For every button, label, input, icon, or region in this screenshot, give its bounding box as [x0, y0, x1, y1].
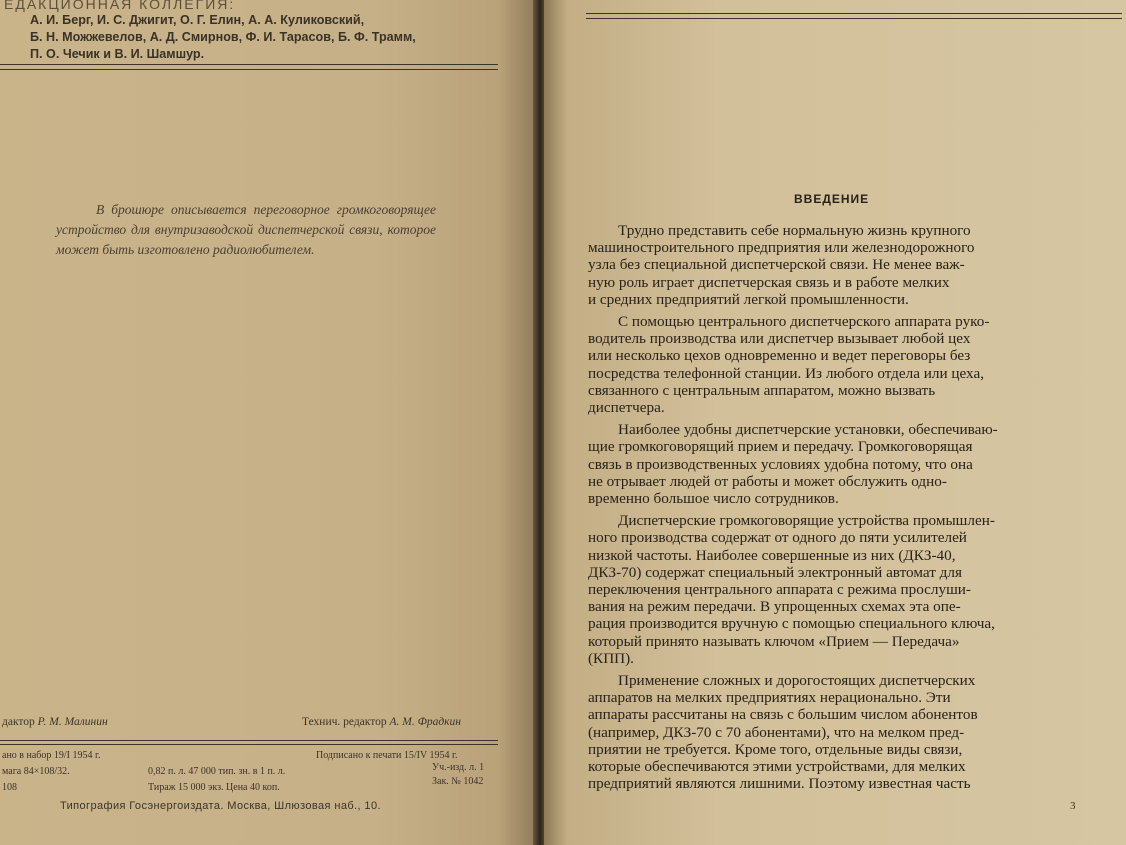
imprint-signed-to-print: Подписано к печати 15/IV 1954 г. [316, 750, 458, 761]
section-heading: ВВЕДЕНИЕ [794, 192, 870, 206]
tech-editor-credit [302, 716, 461, 728]
text-line: который принято называть ключом «Прием — Передача» [588, 632, 960, 650]
imprint-sent-to-set: ано в набор 19/I 1954 г. [2, 750, 101, 761]
text-line: связь в производственных условиях удобна потому, что она [588, 455, 973, 473]
editors-line [0, 716, 500, 732]
imprint-sheets: 0,82 п. л. 47 000 тип. зн. в 1 п. л. [148, 766, 286, 777]
text-line: Применение сложных и дорогостоящих диспетчерских [618, 672, 976, 690]
imprint-run-price: Тираж 15 000 экз. Цена 40 коп. [148, 782, 280, 793]
imprint-pub-sheets: Уч.-изд. л. 1 [432, 762, 485, 773]
text-line: аппаратов на мелких предприятиях нерационально. Эти [588, 689, 951, 707]
editorial-board-members [30, 12, 500, 63]
imprint-code: 108 [2, 782, 17, 793]
page-number: 3 [1070, 800, 1076, 812]
printer-line: Типография Госэнергоиздата. Москва, Шлюзовая наб., 10. [60, 800, 381, 812]
text-line: щие громкоговорящий прием и передачу. Громкоговорящая [588, 438, 973, 456]
top-rule [586, 13, 1122, 14]
text-line: ДКЗ-70) содержат специальный электронный автомат для [588, 563, 962, 581]
text-line: Диспетчерские громкоговорящие устройства промышлен- [618, 512, 995, 530]
text-line: не отрывает людей от работы и может обслужить одно- [588, 472, 947, 490]
imprint-paper-format: мага 84×108/32. [2, 766, 70, 777]
text-line: связанного с центральным аппаратом, можно вызвать [588, 381, 936, 399]
text-line: низкой частоты. Наиболее совершенные из них (ДКЗ-40, [588, 546, 956, 564]
top-rule-secondary [0, 69, 498, 70]
text-line: рация производится вручную с помощью специального ключа, [588, 615, 995, 633]
text-line: машиностроительного предприятия или железнодорожного [588, 239, 975, 257]
text-line: которые обеспечиваются этими устройствами, для мелких [588, 758, 966, 776]
top-rule-secondary [586, 18, 1122, 19]
top-rule [0, 64, 498, 65]
right-page [544, 0, 1126, 845]
text-line: ную роль играет диспетчерская связь и в работе мелких [588, 273, 950, 291]
text-line: аппараты рассчитаны на связь с большим числом абонентов [588, 706, 978, 724]
editor-credit [2, 716, 108, 728]
abstract-text: В брошюре описывается переговорное громкоговорящее устройство для внутризаводской диспетчерской связи, которое может быть изготовлено радиолюбителем. [56, 202, 436, 257]
text-line: временно большое число сотрудников. [588, 490, 839, 508]
editor-name: Р. М. Малинин [37, 716, 108, 728]
imprint-rule [0, 740, 498, 741]
paragraph [588, 222, 1076, 308]
left-page [0, 0, 536, 845]
text-line: Трудно представить себе нормальную жизнь крупного [618, 222, 971, 239]
text-line: ного производства содержат от одного до пяти усилителей [588, 529, 967, 547]
text-line: или несколько цехов одновременно и ведет переговоры без [588, 347, 971, 365]
tech-editor-label: Технич. редактор [302, 716, 387, 728]
text-line: переключения центрального аппарата с режима прослуши- [588, 581, 971, 599]
text-line: (КПП). [588, 649, 634, 667]
board-members-line: Б. Н. Можжевелов, А. Д. Смирнов, Ф. И. Тарасов, Б. Ф. Трамм, [30, 30, 416, 44]
editorial-board-title: ЕДАКЦИОННАЯ КОЛЛЕГИЯ: [4, 0, 236, 12]
paragraph [588, 672, 1076, 792]
text-line: диспетчера. [588, 399, 665, 417]
text-line: приятии не требуется. Кроме того, отдельные виды связи, [588, 740, 963, 758]
text-line: водитель производства или диспетчер вызывает любой цех [588, 330, 971, 348]
text-line: Наиболее удобны диспетчерские установки, обеспечиваю- [618, 421, 998, 439]
board-members-line: П. О. Чечик и В. И. Шамшур. [30, 47, 205, 61]
text-line: и средних предприятий легкой промышленности. [588, 290, 909, 308]
text-line: посредства телефонной станции. Из любого отдела или цеха, [588, 364, 984, 382]
imprint-order: Зак. № 1042 [432, 776, 484, 787]
text-line: (например, ДКЗ-70 с 70 абонентами), что на мелком пред- [588, 723, 965, 741]
paragraph [588, 313, 1076, 416]
text-line: предприятий являются лишними. Поэтому известная часть [588, 775, 971, 793]
paragraph [588, 512, 1076, 667]
text-line: С помощью центрального диспетчерского аппарата руко- [618, 313, 990, 331]
tech-editor-name: А. М. Фрадкин [389, 716, 461, 728]
paragraph [588, 421, 1076, 507]
editor-label: дактор [2, 716, 35, 728]
introduction-text [588, 222, 1076, 798]
text-line: узла без специальной диспетчерской связи. Не менее важ- [588, 256, 965, 274]
text-line: вания на режим передачи. В упрощенных схемах эта опе- [588, 598, 961, 616]
imprint-block [0, 748, 500, 798]
imprint-rule-secondary [0, 744, 498, 745]
board-members-line: А. И. Берг, И. С. Джигит, О. Г. Елин, А. А. Куликовский, [30, 13, 365, 27]
